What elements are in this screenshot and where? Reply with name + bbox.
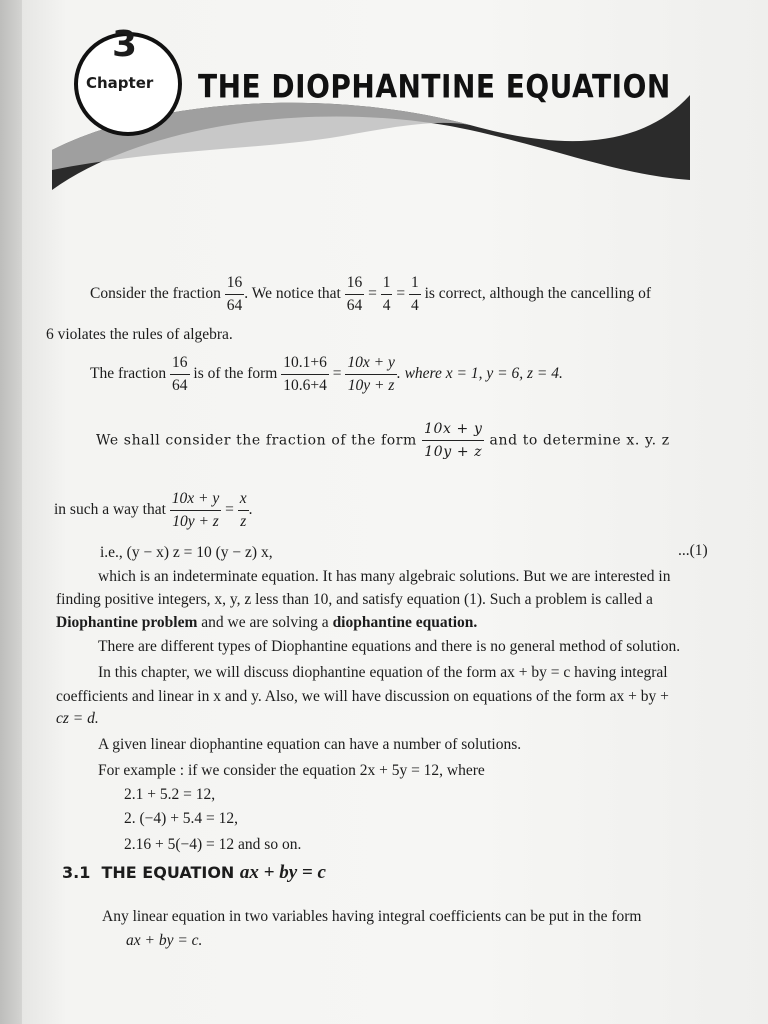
paragraph-line-6: coefficients and linear in x and y. Also, we will have discussion on equations of the form ax + by + [56, 688, 669, 705]
fraction-16-64: $\frac{16}{64}$ [226, 274, 243, 314]
paragraph-line-2: finding positive integers, x, y, z less than 10, and satisfy equation (1). Such a problem is called a [56, 591, 653, 608]
fraction-1-4: $\frac{1}{4}$ [382, 274, 391, 314]
paragraph-line-9: For example : if we consider the equation 2x + 5y = 12, where [98, 762, 485, 779]
example-2: 2. (−4) + 5.4 = 12, [124, 810, 239, 827]
chapter-label: Chapter [86, 74, 154, 92]
condition-fraction-right: $\frac{x}{z}$ [239, 490, 247, 530]
condition-fraction-left: $\frac{10x + y}{10y + z}$ [171, 490, 220, 530]
form-line: The fraction $\frac{16}{64}$ is of the form $\frac{10.1+6}{10.6+4}$ = $\frac{10x + y}{10y + z}$ . where x = 1, y = 6, z = 4. [90, 352, 563, 397]
fraction-1-4-b: $\frac{1}{4}$ [410, 274, 419, 314]
consider-fraction: $\frac{10x + y}{10y + z}$ [422, 418, 484, 463]
consider-line-2: in such a way that $\frac{10x + y}{10y + z}$ = $\frac{x}{z}$ . [54, 488, 253, 533]
equation-1-tag: ...(1) [678, 542, 708, 559]
intro-line-1: Consider the fraction $\frac{16}{64}$ . We notice that $\frac{16}{64}$ = $\frac{1}{4}$ = $\frac{1}{4}$ is correct, although the cancelling of [90, 272, 651, 317]
paragraph-line-8: A given linear diophantine equation can have a number of solutions. [98, 736, 522, 753]
term-diophantine-problem: Diophantine problem [56, 614, 198, 631]
form-fraction-numeric: $\frac{10.1+6}{10.6+4}$ [283, 354, 327, 394]
intro-text-post: is correct, although the cancelling of [424, 285, 651, 303]
section-text: Any linear equation in two variables having integral coefficients can be put in the form [102, 908, 642, 925]
chapter-title: THE DIOPHANTINE EQUATION [198, 67, 671, 106]
paragraph-line-5: In this chapter, we will discuss diophantine equation of the form ax + by = c having integral [98, 664, 668, 681]
form-fraction-16-64: $\frac{16}{64}$ [172, 354, 188, 394]
intro-text-pre: Consider the fraction [90, 285, 221, 303]
paragraph-line-7: cz = d. [56, 710, 99, 727]
equation-1: i.e., (y − x) z = 10 (y − z) x, [100, 544, 273, 561]
paragraph-line-1: which is an indeterminate equation. It has many algebraic solutions. But we are interested in [98, 568, 671, 585]
chapter-number: 3 [112, 24, 138, 65]
section-heading [62, 862, 326, 884]
section-formula: ax + by = c. [126, 932, 203, 949]
example-3: 2.16 + 5(−4) = 12 and so on. [124, 836, 302, 853]
section-math: ax + by = c [239, 862, 326, 883]
paragraph-line-3: Diophantine problem and we are solving a diophantine equation. [56, 614, 478, 631]
section-number: 3.1 [62, 863, 91, 882]
example-1: 2.1 + 5.2 = 12, [124, 786, 216, 803]
section-title: THE EQUATION [101, 863, 235, 882]
form-fraction-general: $\frac{10x + y}{10y + z}$ [347, 354, 395, 394]
fraction-16-64-b: $\frac{16}{64}$ [346, 274, 363, 314]
intro-text-mid: . We notice that [244, 285, 341, 303]
intro-line-2: 6 violates the rules of algebra. [46, 326, 233, 343]
paragraph-line-4: There are different types of Diophantine equations and there is no general method of solution. [98, 638, 681, 655]
term-diophantine-equation: diophantine equation. [332, 614, 478, 631]
consider-line: We shall consider the fraction of the form $\frac{10x + y}{10y + z}$ and to determine x. y. z [96, 418, 670, 463]
